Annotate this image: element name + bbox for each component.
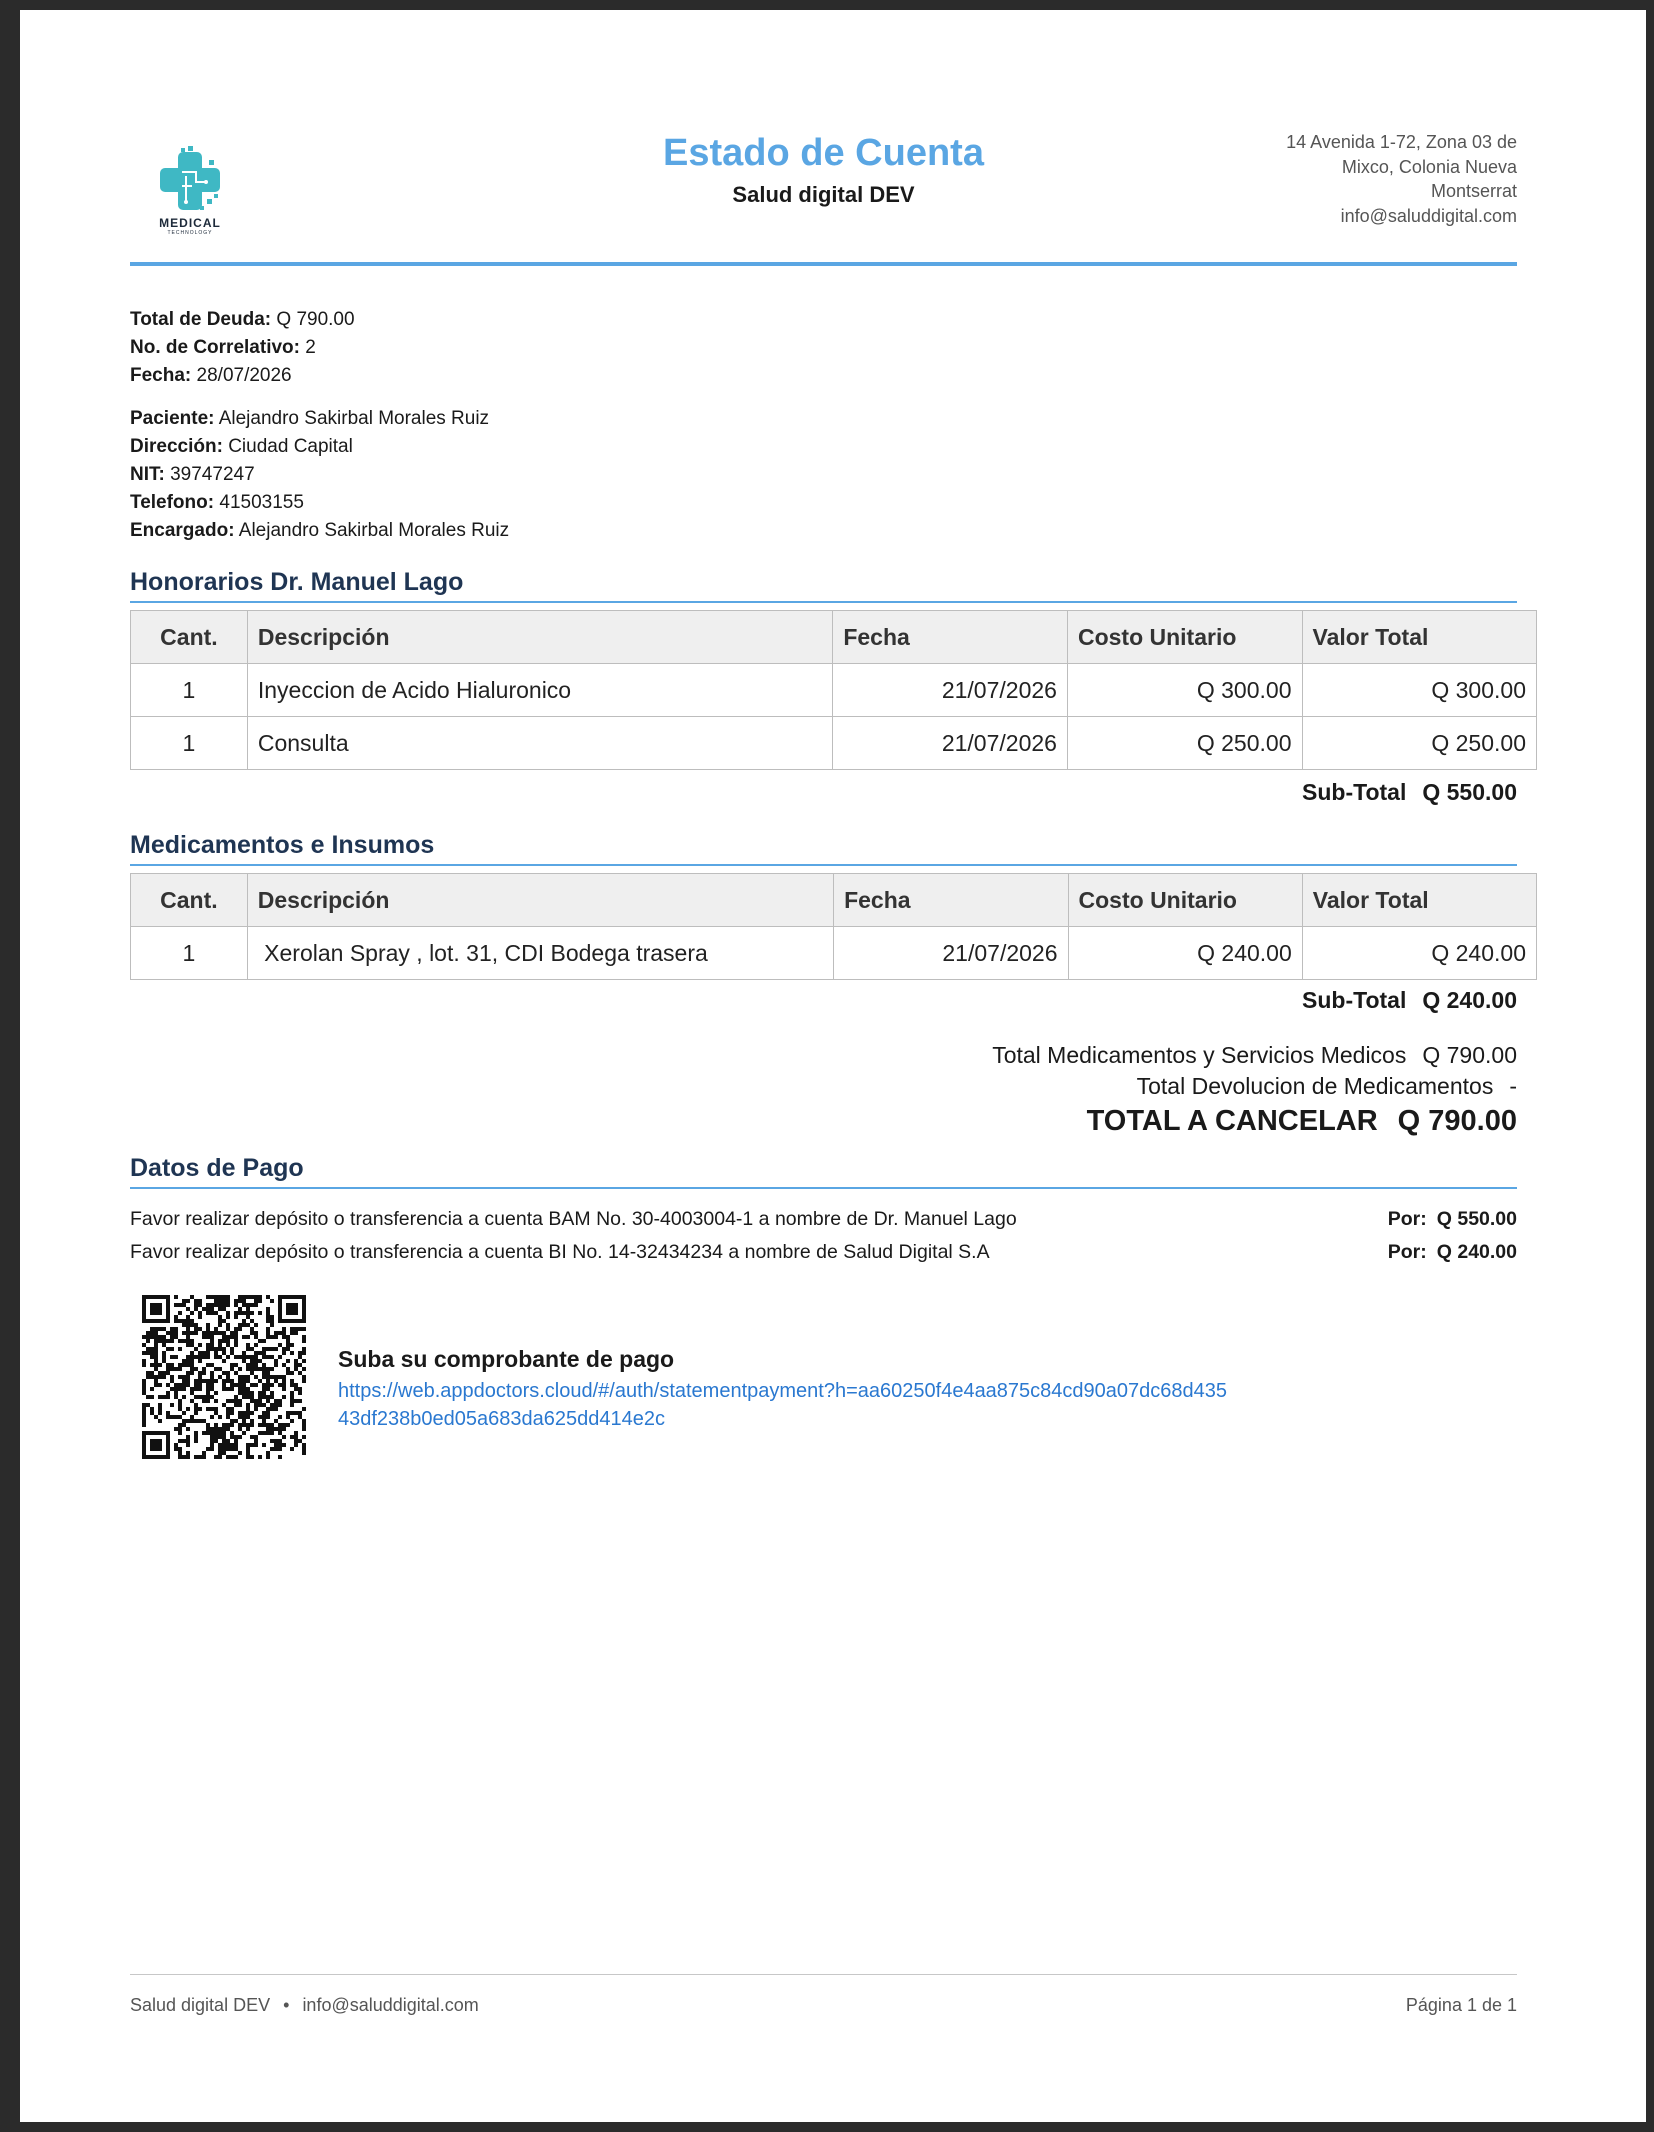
description-cell: Inyeccion de Acido Hialuronico bbox=[247, 664, 832, 717]
column-header: Costo Unitario bbox=[1068, 874, 1302, 927]
qty-cell: 1 bbox=[131, 717, 248, 770]
services-total-line bbox=[992, 1040, 1517, 1071]
returns-total-line bbox=[992, 1071, 1517, 1102]
footer-company-name: Salud digital DEV bbox=[130, 1995, 271, 2015]
payment-text: Favor realizar depósito o transferencia a cuenta BAM No. 30-4003004-1 a nombre de Dr. Manuel Lago bbox=[130, 1208, 1017, 1230]
column-header: Costo Unitario bbox=[1067, 611, 1302, 664]
company-name: Salud digital DEV bbox=[732, 182, 915, 207]
fees-table bbox=[130, 610, 1537, 770]
table-header-row bbox=[131, 874, 1537, 927]
column-header: Cant. bbox=[131, 611, 248, 664]
table-row bbox=[131, 717, 1537, 770]
date-cell: 21/07/2026 bbox=[834, 927, 1068, 980]
subtotal-label: Sub-Total bbox=[1302, 987, 1407, 1013]
patient-line bbox=[130, 405, 509, 433]
date-value: 28/07/2026 bbox=[196, 365, 292, 386]
column-header: Descripción bbox=[247, 611, 832, 664]
column-header: Fecha bbox=[834, 874, 1068, 927]
payment-instruction bbox=[130, 1208, 1517, 1231]
returns-total-label: Total Devolucion de Medicamentos bbox=[1136, 1073, 1494, 1099]
address-line: Montserrat bbox=[1430, 181, 1517, 201]
services-total-label: Total Medicamentos y Servicios Medicos bbox=[992, 1042, 1407, 1068]
date-line bbox=[130, 362, 509, 390]
meds-subtotal bbox=[1302, 987, 1517, 1014]
column-header: Valor Total bbox=[1302, 874, 1536, 927]
column-header: Fecha bbox=[833, 611, 1068, 664]
payment-instruction bbox=[130, 1241, 1517, 1264]
date-cell: 21/07/2026 bbox=[833, 717, 1068, 770]
returns-total-value: - bbox=[1509, 1073, 1517, 1099]
company-email: info@saluddigital.com bbox=[1340, 205, 1517, 226]
date-label: Fecha: bbox=[130, 365, 192, 386]
qr-modules bbox=[142, 1295, 306, 1459]
unit-cost-cell: Q 240.00 bbox=[1068, 927, 1302, 980]
description-cell: Consulta bbox=[247, 717, 832, 770]
date-cell: 21/07/2026 bbox=[833, 664, 1068, 717]
guardian-line bbox=[130, 517, 509, 545]
debt-value: Q 790.00 bbox=[276, 309, 355, 330]
subtotal-value: Q 240.00 bbox=[1422, 987, 1517, 1013]
header-divider bbox=[130, 262, 1517, 266]
unit-cost-cell: Q 250.00 bbox=[1067, 717, 1302, 770]
payment-amount bbox=[1388, 1241, 1517, 1264]
nit-value: 39747247 bbox=[170, 464, 255, 485]
column-header: Cant. bbox=[131, 874, 248, 927]
footer-divider bbox=[130, 1974, 1517, 1975]
qty-cell: 1 bbox=[131, 927, 248, 980]
company-address bbox=[1286, 130, 1517, 228]
meds-section-title: Medicamentos e Insumos bbox=[130, 831, 1517, 866]
payment-text: Favor realizar depósito o transferencia a cuenta BI No. 14-32434234 a nombre de Salud Digital S.A bbox=[130, 1241, 990, 1263]
subtotal-value: Q 550.00 bbox=[1422, 779, 1517, 805]
logo-subtext: TECHNOLOGY bbox=[167, 230, 213, 236]
meds-table bbox=[130, 873, 1537, 980]
services-total-value: Q 790.00 bbox=[1422, 1042, 1517, 1068]
correlative-value: 2 bbox=[305, 337, 316, 358]
column-header: Valor Total bbox=[1302, 611, 1537, 664]
patient-address-value: Ciudad Capital bbox=[228, 436, 353, 457]
debt-line bbox=[130, 306, 509, 334]
address-info-line bbox=[130, 433, 509, 461]
nit-line bbox=[130, 461, 509, 489]
amount-value: Q 240.00 bbox=[1436, 1241, 1517, 1263]
subtotal-label: Sub-Total bbox=[1302, 779, 1407, 805]
column-header: Descripción bbox=[247, 874, 833, 927]
payment-amount bbox=[1388, 1208, 1517, 1231]
table-row bbox=[131, 664, 1537, 717]
grand-total bbox=[1087, 1105, 1517, 1138]
total-cell: Q 300.00 bbox=[1302, 664, 1537, 717]
phone-label: Telefono: bbox=[130, 492, 215, 513]
debt-label: Total de Deuda: bbox=[130, 309, 272, 330]
fees-section-title: Honorarios Dr. Manuel Lago bbox=[130, 568, 1517, 603]
document-title: Estado de Cuenta bbox=[663, 132, 984, 174]
unit-cost-cell: Q 300.00 bbox=[1067, 664, 1302, 717]
logo-text: MEDICAL bbox=[159, 216, 221, 230]
upload-title: Suba su comprobante de pago bbox=[338, 1346, 675, 1372]
guardian-label: Encargado: bbox=[130, 520, 235, 541]
por-label: Por: bbox=[1387, 1241, 1427, 1263]
amount-value: Q 550.00 bbox=[1436, 1208, 1517, 1230]
upload-link[interactable]: https://web.appdoctors.cloud/#/auth/statementpayment?h=aa60250f4e4aa875c84cd90a07dc68d43543df238b0ed05a683da625dd414e2c bbox=[338, 1380, 1228, 1430]
footer-email: info@saluddigital.com bbox=[302, 1995, 479, 2015]
page-number: Página 1 de 1 bbox=[1405, 1995, 1517, 2015]
fees-subtotal bbox=[1302, 779, 1517, 806]
total-cell: Q 240.00 bbox=[1302, 927, 1536, 980]
qr-code-icon[interactable] bbox=[142, 1295, 306, 1459]
total-cell: Q 250.00 bbox=[1302, 717, 1537, 770]
correlative-label: No. de Correlativo: bbox=[130, 337, 300, 358]
grand-total-value: Q 790.00 bbox=[1397, 1105, 1517, 1137]
statement-page bbox=[20, 10, 1646, 2122]
patient-address-label: Dirección: bbox=[130, 436, 223, 457]
address-line: 14 Avenida 1-72, Zona 03 de bbox=[1286, 132, 1517, 152]
description-cell: Xerolan Spray , lot. 31, CDI Bodega trasera bbox=[247, 927, 833, 980]
address-line: Mixco, Colonia Nueva bbox=[1341, 156, 1517, 177]
phone-line bbox=[130, 489, 509, 517]
correlative-line bbox=[130, 334, 509, 362]
payment-section-title: Datos de Pago bbox=[130, 1154, 1517, 1189]
phone-value: 41503155 bbox=[219, 492, 304, 513]
table-header-row bbox=[131, 611, 1537, 664]
totals-summary bbox=[992, 1040, 1517, 1102]
nit-label: NIT: bbox=[130, 464, 165, 485]
qty-cell: 1 bbox=[131, 664, 248, 717]
patient-value: Alejandro Sakirbal Morales Ruiz bbox=[218, 408, 490, 429]
footer-company bbox=[130, 1995, 479, 2016]
por-label: Por: bbox=[1387, 1208, 1427, 1230]
footer-separator: • bbox=[283, 1995, 290, 2015]
table-row bbox=[131, 927, 1537, 980]
guardian-value: Alejandro Sakirbal Morales Ruiz bbox=[238, 520, 510, 541]
statement-info bbox=[130, 306, 509, 545]
grand-total-label: TOTAL A CANCELAR bbox=[1086, 1105, 1378, 1137]
patient-label: Paciente: bbox=[130, 408, 215, 429]
